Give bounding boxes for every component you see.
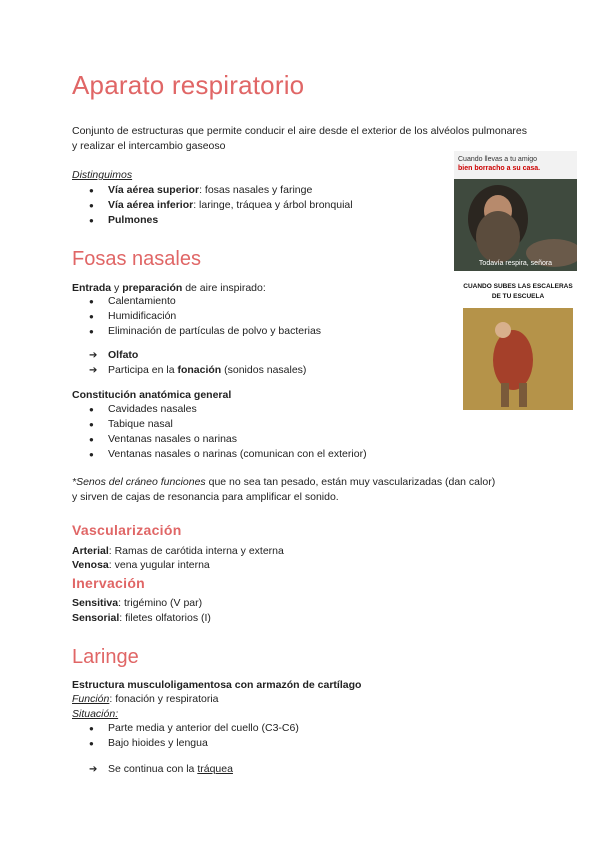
- page-title: Aparato respiratorio: [72, 70, 305, 100]
- list-item: ● Ventanas nasales o narinas: [89, 432, 367, 447]
- meme-image-stairs: [461, 282, 575, 410]
- venosa-line: Venosa: vena yugular interna: [72, 559, 210, 571]
- list-item: ● Vía aérea inferior: laringe, tráquea y árbol bronquial: [89, 198, 353, 213]
- distinguimos-label: Distinguimos: [72, 169, 133, 181]
- list-item: ● Bajo hioides y lengua: [89, 736, 299, 751]
- list-item: ● Ventanas nasales o narinas (comunican con el exterior): [89, 447, 367, 462]
- list-item: ➔ Olfato: [89, 348, 306, 363]
- fosas-heading: Fosas nasales: [72, 248, 201, 270]
- entrada-line: Entrada y preparación de aire inspirado:: [72, 282, 266, 294]
- senos-note-line2: y sirven de cajas de resonancia para amplificar el sonido.: [72, 491, 339, 503]
- meme2-painting: [463, 308, 573, 410]
- laringe-arrow-list: [89, 762, 233, 777]
- fosas-arrow-list: [89, 348, 306, 378]
- meme-caption-bottom: Todavía respira, señora: [478, 260, 553, 267]
- laringe-situacion-list: [89, 721, 299, 751]
- intro-paragraph: Conjunto de estructuras que permite conducir el aire desde el exterior de los alvéolos pulmonares y realizar el intercambio gaseoso: [72, 125, 527, 152]
- inervacion-heading: Inervación: [72, 575, 146, 591]
- fosas-functions-list: [89, 294, 321, 339]
- sensorial-line: Sensorial: filetes olfatorios (I): [72, 612, 211, 624]
- list-item: ● Cavidades nasales: [89, 402, 367, 417]
- meme-photo: [454, 179, 577, 271]
- laringe-situacion-label: Situación:: [72, 708, 119, 720]
- meme-caption-top: Cuando llevas a tu amigo bien borracho a su casa.: [458, 156, 541, 172]
- list-item: ● Parte media y anterior del cuello (C3-C6): [89, 721, 299, 736]
- laringe-heading: Laringe: [72, 646, 139, 668]
- vascularizacion-heading: Vascularización: [72, 522, 182, 538]
- list-item: ● Humidificación: [89, 309, 321, 324]
- list-item: ● Calentamiento: [89, 294, 321, 309]
- laringe-funcion: Función: fonación y respiratoria: [72, 693, 219, 705]
- list-item: ● Tabique nasal: [89, 417, 367, 432]
- traquea-link[interactable]: tráquea: [197, 763, 233, 775]
- list-item: ● Eliminación de partículas de polvo y bacterias: [89, 324, 321, 339]
- arterial-line: Arterial: Ramas de carótida interna y externa: [72, 545, 284, 557]
- sensitiva-line: Sensitiva: trigémino (V par): [72, 597, 203, 609]
- meme-image-hagrid: [454, 151, 577, 271]
- list-item: ➔ Participa en la fonación (sonidos nasales): [89, 363, 306, 378]
- fosas-parts-list: [89, 402, 367, 462]
- list-item: ● Vía aérea superior: fosas nasales y faringe: [89, 183, 353, 198]
- list-item: ➔ Se continua con la tráquea: [89, 762, 233, 777]
- senos-note: *Senos del cráneo funciones que no sea tan pesado, están muy vascularizadas (dan calor): [72, 476, 496, 488]
- list-item: ● Pulmones: [89, 213, 353, 228]
- constitucion-label: Constitución anatómica general: [72, 389, 232, 401]
- laringe-structure: Estructura musculoligamentosa con armazón de cartílago: [72, 679, 362, 691]
- distinguimos-list: [89, 183, 353, 228]
- meme2-title: CUANDO SUBES LAS ESCALERAS DE TU ESCUELA: [463, 283, 573, 300]
